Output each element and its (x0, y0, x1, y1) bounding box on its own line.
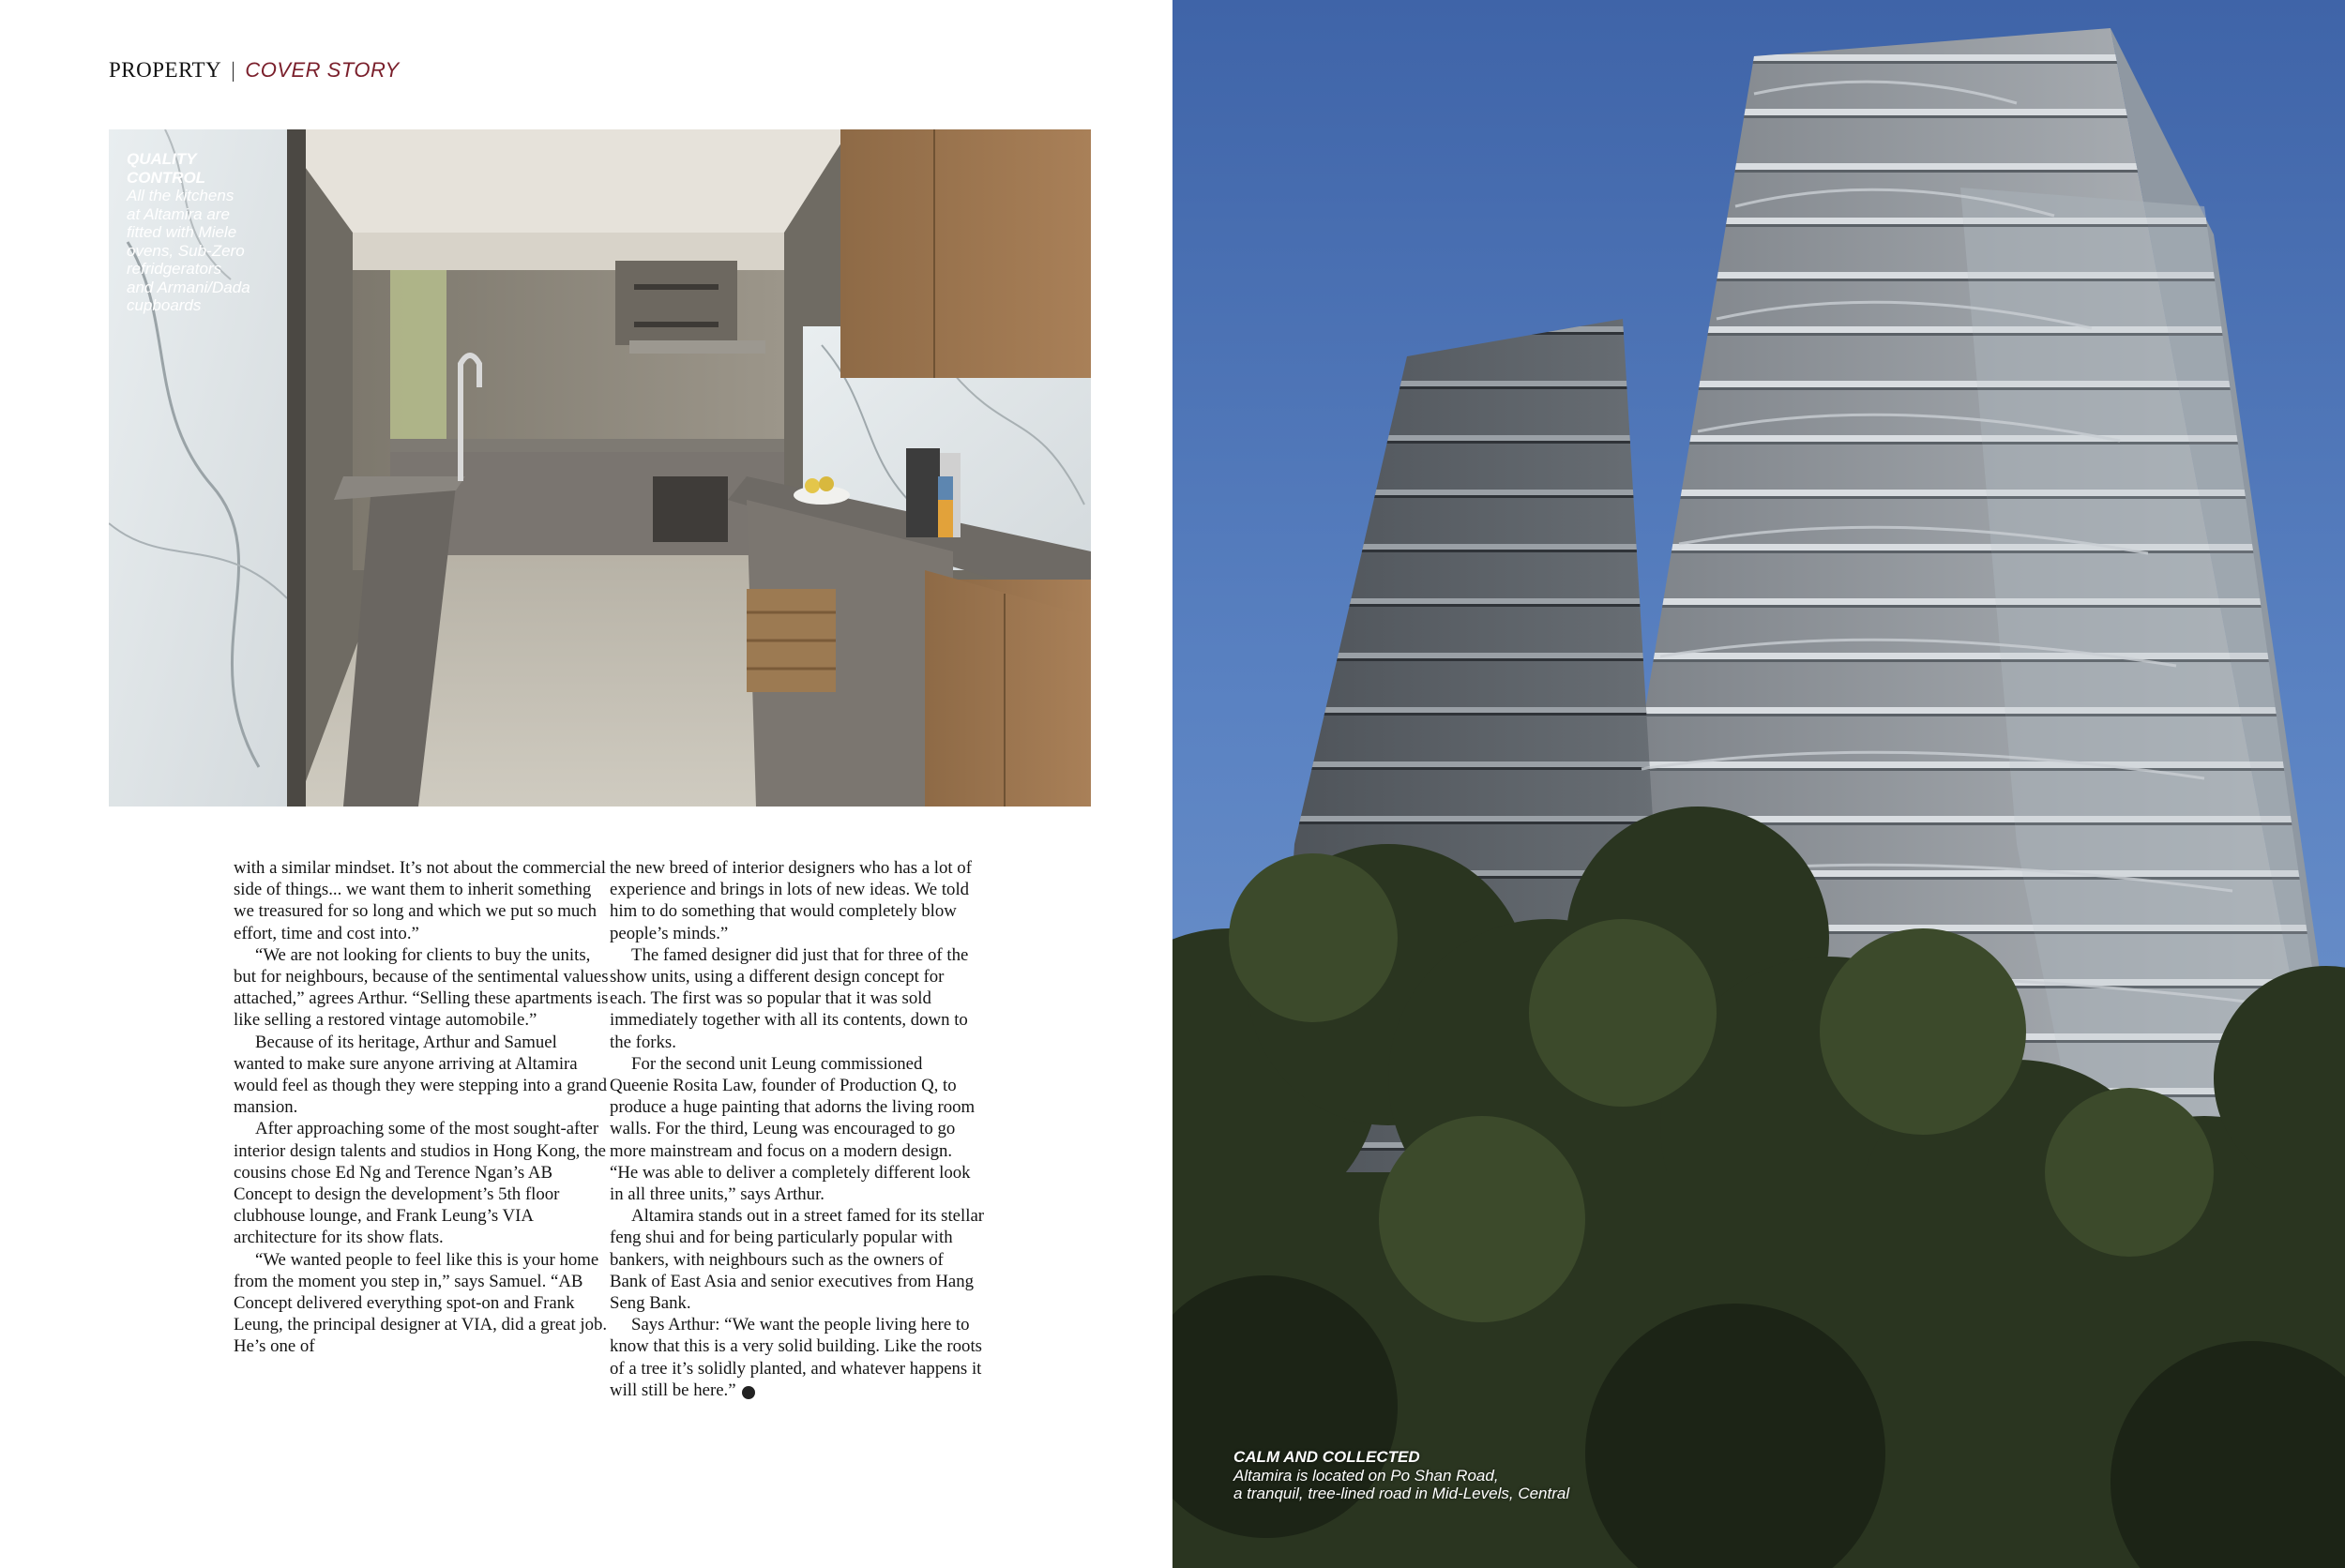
paragraph: the new breed of interior designers who has a lot of experience and brings in lots of new ideas. We told him to do something that would completely blow people’s minds.” (610, 858, 972, 943)
left-page (0, 0, 1172, 1568)
paragraph: with a similar mindset. It’s not about the commercial side of things... we want them to inherit something we treasured for so long and which we put so much effort, time and cost into.” (234, 858, 606, 943)
building-photo (1172, 0, 2345, 1568)
article-column-1 (234, 857, 609, 1358)
paragraph: “We wanted people to feel like this is your home from the moment you step in,” says Samuel. “AB Concept delivered everything spot-on and Frank Leung, the principal designer at VIA, did a great job. He’s one of (234, 1249, 608, 1357)
paragraph-final (610, 1314, 985, 1401)
paragraph: For the second unit Leung commissioned Queenie Rosita Law, founder of Production Q, to produce a huge painting that adorns the living room walls. For the third, Leung was encouraged to go more mainstream and focus on a modern design. “He was able to deliver a completely different look in all three units,” says Arthur. (610, 1053, 976, 1205)
building-caption-title: CALM AND COLLECTED (1233, 1448, 1420, 1466)
header-separator: | (231, 58, 236, 82)
kitchen-caption-text: All the kitchens at Altamira are fitted with Miele ovens, Sub-Zero refridgerators and Armani/Dada cupboards (127, 187, 250, 314)
page-header (109, 58, 400, 83)
paragraph: Altamira stands out in a street famed for its stellar feng shui and for being particularly popular with bankers, with neighbours such as the owners of Bank of East Asia and senior executives from Hang Seng Bank. (610, 1206, 985, 1314)
paragraph: After approaching some of the most sought-after interior design talents and studios in Hong Kong, the cousins chose Ed Ng and Terence Ngan’s AB Concept to design the development’s 5th floor clubhouse lounge, and Frank Leung’s VIA architecture for its show flats. (234, 1119, 606, 1248)
article-column-2 (610, 857, 985, 1401)
building-caption-text: Altamira is located on Po Shan Road, a tranquil, tree-lined road in Mid-Levels, Central (1233, 1466, 1570, 1502)
paragraph-final-text: Says Arthur: “We want the people living here to know that this is a very solid building. Like the roots of a tree it’s solidly planted, and whatever happens it will still be here.” (610, 1315, 982, 1400)
paragraph: “We are not looking for clients to buy the units, but for neighbours, because of the sentimental values attached,” agrees Arthur. “Selling these apartments is like selling a restored vintage automobile.” (234, 944, 609, 1031)
kitchen-caption (127, 150, 267, 315)
kitchen-caption-title: QUALITY CONTROL (127, 150, 206, 187)
subsection-label: COVER STORY (245, 58, 400, 82)
building-caption (1233, 1448, 1627, 1503)
section-label: PROPERTY (109, 58, 222, 82)
paragraph: Because of its heritage, Arthur and Samuel wanted to make sure anyone arriving at Altamira would feel as though they were stepping into a grand mansion. (234, 1032, 607, 1118)
paragraph: The famed designer did just that for three of the show units, using a different design concept for each. The first was so popular that it was sold immediately together with all its contents, down to the forks. (610, 944, 969, 1052)
end-of-article-icon: i (742, 1386, 755, 1399)
building-illustration (1172, 0, 2345, 1568)
